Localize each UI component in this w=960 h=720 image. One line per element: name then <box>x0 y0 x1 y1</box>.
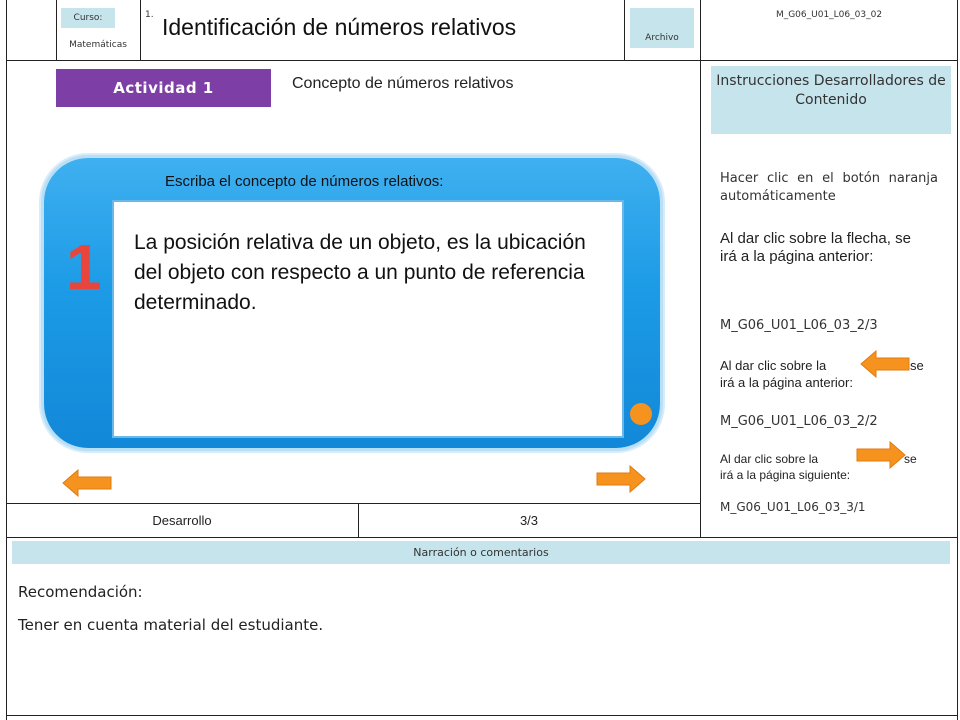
narration-header: Narración o comentarios <box>12 541 950 564</box>
sidebar-title: Instrucciones Desarrolladores de Contenido <box>711 66 951 134</box>
activity-badge: Actividad 1 <box>56 69 271 107</box>
card-prompt: Escriba el concepto de números relativos: <box>165 173 444 190</box>
instruction-code-3: M_G06_U01_L06_03_3/1 <box>720 500 866 514</box>
instruction-arrow-line1: Al dar clic sobre la flecha, se <box>720 230 911 247</box>
instruction-next-line2: irá a la página siguiente: <box>720 468 851 482</box>
frame-right <box>957 0 958 720</box>
arrow-right-icon <box>596 465 646 493</box>
instruction-orange-button: Hacer clic en el botón naranja automáticamente <box>720 171 938 204</box>
instruction-next <box>720 451 950 483</box>
sidebar-arrow-left-icon <box>860 350 910 378</box>
page-title: Identificación de números relativos <box>162 14 517 40</box>
divider <box>140 0 141 60</box>
orange-dot-button[interactable] <box>630 403 652 425</box>
divider <box>56 0 57 60</box>
instruction-code-1: M_G06_U01_L06_03_2/3 <box>720 318 878 333</box>
frame-left <box>6 0 7 720</box>
activity-concept: Concepto de números relativos <box>292 75 514 92</box>
next-arrow-button[interactable] <box>596 465 646 493</box>
divider <box>700 0 701 60</box>
header-bottom-line <box>6 60 958 61</box>
file-label: Archivo <box>645 33 679 43</box>
recommendation-text: Tener en cuenta material del estudiante. <box>18 616 324 634</box>
course-label-chip <box>61 8 115 28</box>
instruction-arrow-line2: irá a la página anterior: <box>720 248 874 265</box>
divider <box>624 0 625 60</box>
row-line <box>6 503 701 504</box>
instruction-prev-text: Al dar clic sobre la <box>720 358 827 373</box>
course-label: Curso: <box>73 13 103 23</box>
sidebar-arrow-right-icon <box>856 441 906 469</box>
instruction-prev-line2: irá a la página anterior: <box>720 375 853 390</box>
instruction-prev-line1 <box>720 357 950 374</box>
instruction-next-text: Al dar clic sobre la <box>720 452 819 466</box>
section-name: Desarrollo <box>152 513 212 528</box>
answer-panel[interactable] <box>112 200 624 438</box>
course-value: Matemáticas <box>69 40 127 50</box>
lesson-code: M_G06_U01_L06_03_02 <box>775 10 883 20</box>
instruction-code-2: M_G06_U01_L06_03_2/2 <box>720 414 878 429</box>
arrow-left-icon <box>62 469 112 497</box>
instruction-arrow <box>720 230 942 266</box>
recommendation-label: Recomendación: <box>18 583 143 601</box>
page-indicator: 3/3 <box>519 513 539 528</box>
sidebar-divider <box>700 60 701 537</box>
instruction-next-line1 <box>720 451 950 467</box>
instruction-prev <box>720 357 950 391</box>
arrow-left-icon <box>860 350 910 378</box>
instruction-prev-text-end: se <box>910 358 924 373</box>
file-chip[interactable] <box>630 8 694 48</box>
lesson-number: 1. <box>145 10 154 20</box>
row-line <box>6 537 958 538</box>
frame-bottom <box>6 715 958 716</box>
prev-arrow-button[interactable] <box>62 469 112 497</box>
answer-text: La posición relativa de un objeto, es la ubicación del objeto con respecto a un punto de referencia determinado. <box>134 231 586 314</box>
arrow-right-icon <box>856 441 906 469</box>
instruction-next-text-end: se <box>904 452 917 466</box>
card-number: 1 <box>66 231 102 303</box>
